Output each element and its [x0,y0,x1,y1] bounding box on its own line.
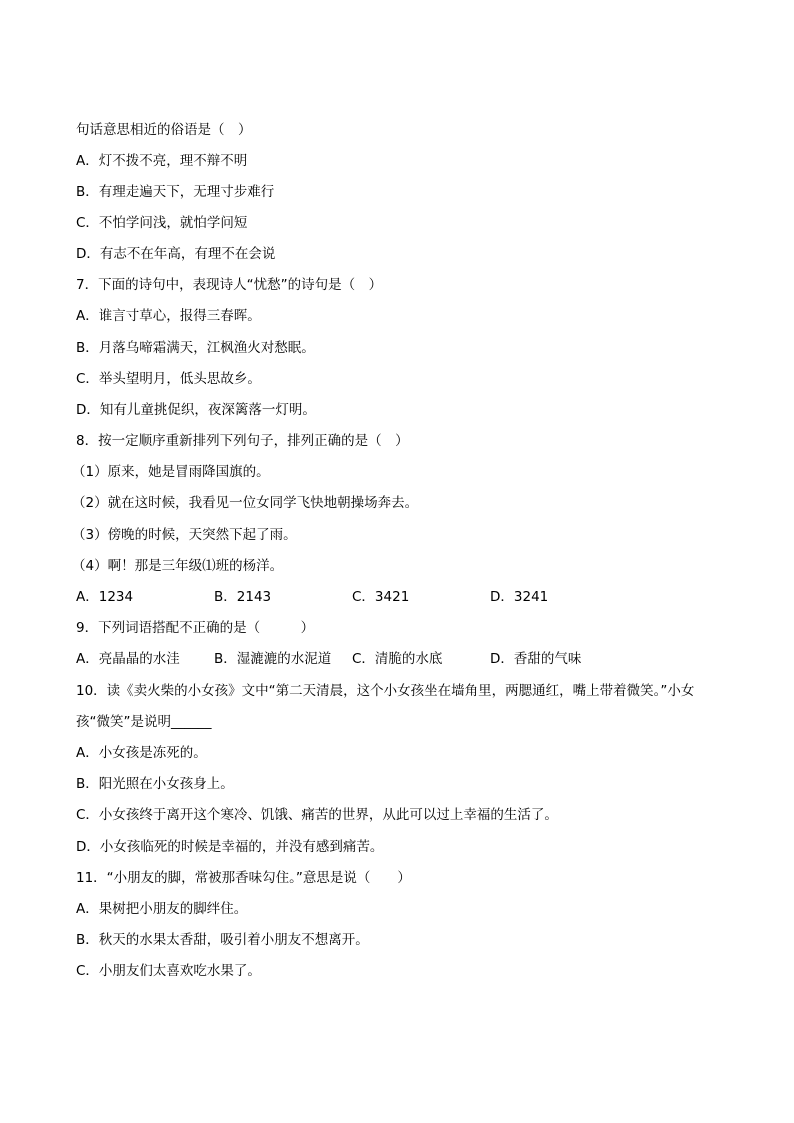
q7-option-b: B．月落乌啼霜满天，江枫渔火对愁眠。 [76,340,315,356]
q8-sentence-3: （3）傍晚的时候，天突然下起了雨。 [72,527,297,543]
q10-stem-line2: 孩“微笑”是说明______ [76,714,212,730]
q10-option-a: A．小女孩是冻死的。 [76,745,207,761]
q9-stem: 9．下列词语搭配不正确的是（ ） [76,620,315,636]
q11-option-b: B．秋天的水果太香甜，吸引着小朋友不想离开。 [76,932,369,948]
q8-stem: 8．按一定顺序重新排列下列句子，排列正确的是（ ） [76,433,409,449]
q6-stem-continued: 句话意思相近的俗语是（ ） [76,122,252,138]
q11-stem: 11．“小朋友的脚，常被那香味勾住。”意思是说（ ） [76,870,411,886]
q8-sentence-1: （1）原来，她是冒雨降国旗的。 [72,464,270,480]
q9-option-c: C．清脆的水底 [352,651,443,667]
q6-option-a: A．灯不拨不亮，理不辩不明 [76,153,248,169]
q7-option-a: A．谁言寸草心，报得三春晖。 [76,308,261,324]
q6-option-b: B．有理走遍天下，无理寸步难行 [76,184,275,200]
q7-stem: 7．下面的诗句中，表现诗人“忧愁”的诗句是（ ） [76,277,383,293]
q9-option-b: B．湿漉漉的水泥道 [214,651,332,667]
q11-option-c: C．小朋友们太喜欢吃水果了。 [76,963,261,979]
q8-sentence-4: （4）啊！那是三年级⑴班的杨洋。 [72,558,284,574]
q8-sentence-2: （2）就在这时候，我看见一位女同学飞快地朝操场奔去。 [72,495,419,511]
q10-option-b: B．阳光照在小女孩身上。 [76,776,234,792]
q10-option-d: D．小女孩临死的时候是幸福的，并没有感到痛苦。 [76,839,384,855]
q6-option-c: C．不怕学问浅，就怕学问短 [76,215,248,231]
q7-option-c: C．举头望明月，低头思故乡。 [76,371,261,387]
q8-option-d: D．3241 [490,589,549,605]
q9-option-a: A．亮晶晶的水洼 [76,651,180,667]
q7-option-d: D．知有儿童挑促织，夜深篱落一灯明。 [76,402,316,418]
q11-option-a: A．果树把小朋友的脚绊住。 [76,901,248,917]
q8-option-b: B．2143 [214,589,272,605]
q9-option-d: D．香甜的气味 [490,651,582,667]
q6-option-d: D．有志不在年高，有理不在会说 [76,246,276,262]
q10-stem-line1: 10．读《卖火柴的小女孩》文中“第二天清晨，这个小女孩坐在墙角里，两腮通红，嘴上带着微笑。”小女 [76,683,695,699]
q8-option-c: C．3421 [352,589,410,605]
q8-option-a: A．1234 [76,589,134,605]
q10-option-c: C．小女孩终于离开这个寒冷、饥饿、痛苦的世界，从此可以过上幸福的生活了。 [76,807,558,823]
